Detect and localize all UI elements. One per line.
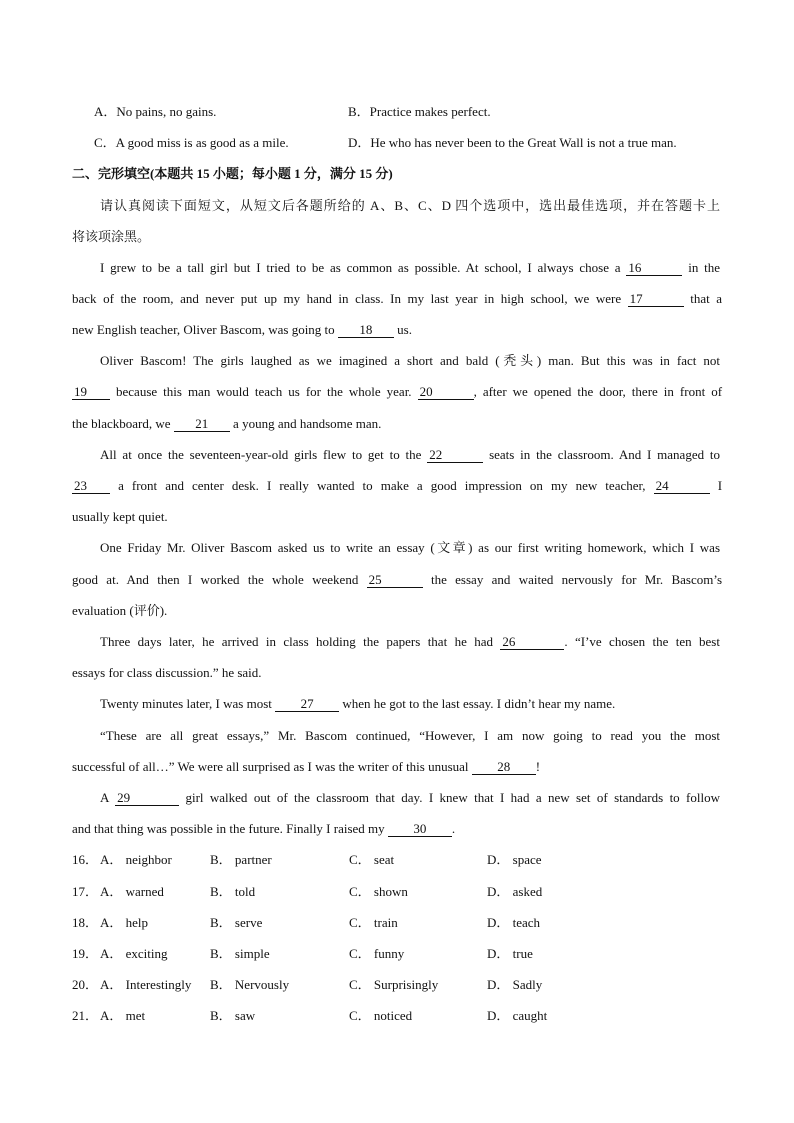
option-c[interactable]: C． Surprisingly (349, 977, 439, 992)
prev-option-b: B．Practice makes perfect. (348, 104, 491, 119)
blank-17[interactable]: 17 (628, 292, 684, 307)
option-c[interactable]: C． funny (349, 946, 405, 961)
question-number: 19． (72, 946, 99, 961)
option-b[interactable]: B． saw (210, 1008, 256, 1023)
blank-20[interactable]: 20 (418, 385, 474, 400)
option-b[interactable]: B． Nervously (210, 977, 290, 992)
instructions-line-2: 将该项涂黑。 (72, 229, 151, 244)
section-heading: 二、完形填空(本题共 15 小题；每小题 1 分，满分 15 分) (72, 166, 393, 181)
prev-option-d: D．He who has never been to the Great Wall is not a true man. (348, 135, 677, 150)
instructions-line-1: 请认真阅读下面短文，从短文后各题所给的 A、B、C、D 四个选项中，选出最佳选项，并在答题卡上 (100, 198, 720, 213)
passage-line: One Friday Mr. Oliver Bascom asked us to write an essay (文章) as our first writing homework, which I was (100, 540, 720, 555)
option-a[interactable]: A． help (100, 915, 149, 930)
passage-line: Oliver Bascom! The girls laughed as we imagined a short and bald (秃头) man. But this was in fact not (100, 353, 720, 368)
option-d[interactable]: D． Sadly (487, 977, 543, 992)
blank-21[interactable]: 21 (174, 417, 230, 432)
option-b[interactable]: B． simple (210, 946, 270, 961)
option-d[interactable]: D． true (487, 946, 533, 961)
blank-23[interactable]: 23 (72, 479, 110, 494)
passage-line: essays for class discussion.” he said. (72, 665, 262, 680)
passage-line: back of the room, and never put up my hand in class. In my last year in high school, we were 17 that a (72, 291, 723, 306)
prev-option-c: C．A good miss is as good as a mile. (94, 135, 289, 150)
blank-27[interactable]: 27 (275, 697, 339, 712)
option-c[interactable]: C． seat (349, 852, 395, 867)
passage-line: A 29 girl walked out of the classroom that day. I knew that I had a new set of standards to follow (100, 790, 721, 805)
blank-22[interactable]: 22 (427, 448, 483, 463)
passage-line: 23 a front and center desk. I really wanted to make a good impression on my new teacher, 24 I (74, 478, 723, 493)
blank-28[interactable]: 28 (472, 760, 536, 775)
option-a[interactable]: A． exciting (100, 946, 168, 961)
option-a[interactable]: A． warned (100, 884, 164, 899)
blank-30[interactable]: 30 (388, 822, 452, 837)
passage-line: new English teacher, Oliver Bascom, was going to 18 us. (72, 322, 412, 337)
question-number: 20． (72, 977, 99, 992)
passage-line: Twenty minutes later, I was most 27 when he got to the last essay. I didn’t hear my name. (100, 696, 616, 711)
passage-line: and that thing was possible in the future. Finally I raised my 30 . (72, 821, 456, 836)
question-number: 21． (72, 1008, 99, 1023)
prev-option-a: A．No pains, no gains. (94, 104, 217, 119)
option-a[interactable]: A． met (100, 1008, 146, 1023)
option-b[interactable]: B． serve (210, 915, 263, 930)
option-c[interactable]: C． train (349, 915, 398, 930)
option-b[interactable]: B． partner (210, 852, 272, 867)
blank-26[interactable]: 26 (500, 635, 564, 650)
passage-line: 19 because this man would teach us for the whole year. 20 , after we opened the door, there in front of (74, 384, 723, 399)
option-d[interactable]: D． caught (487, 1008, 548, 1023)
question-number: 16． (72, 852, 99, 867)
option-d[interactable]: D． asked (487, 884, 543, 899)
passage-line: usually kept quiet. (72, 509, 168, 524)
passage-line: successful of all…” We were all surprised as I was the writer of this unusual 28 ! (72, 759, 541, 774)
passage-line: Three days later, he arrived in class holding the papers that he had 26 . “I’ve chosen the ten best (100, 634, 720, 649)
option-a[interactable]: A． neighbor (100, 852, 172, 867)
passage-line: evaluation (评价). (72, 603, 168, 618)
blank-18[interactable]: 18 (338, 323, 394, 338)
blank-19[interactable]: 19 (72, 385, 110, 400)
passage-line: the blackboard, we 21 a young and handsome man. (72, 416, 382, 431)
passage-line: “These are all great essays,” Mr. Bascom continued, “However, I am now going to read you the most (100, 728, 720, 743)
blank-24[interactable]: 24 (654, 479, 710, 494)
passage-line: All at once the seventeen-year-old girls flew to get to the 22 seats in the classroom. And I managed to (100, 447, 721, 462)
blank-16[interactable]: 16 (626, 261, 682, 276)
passage-line: good at. And then I worked the whole weekend 25 the essay and waited nervously for Mr. Bascom’s (72, 572, 723, 587)
option-d[interactable]: D． teach (487, 915, 541, 930)
passage-line: I grew to be a tall girl but I tried to be as common as possible. At school, I always chose a 16 in the (100, 260, 721, 275)
option-a[interactable]: A． Interestingly (100, 977, 192, 992)
option-b[interactable]: B． told (210, 884, 256, 899)
option-c[interactable]: C． noticed (349, 1008, 413, 1023)
question-number: 18． (72, 915, 99, 930)
option-d[interactable]: D． space (487, 852, 542, 867)
question-number: 17． (72, 884, 99, 899)
blank-25[interactable]: 25 (367, 573, 423, 588)
option-c[interactable]: C． shown (349, 884, 408, 899)
blank-29[interactable]: 29 (115, 791, 179, 806)
